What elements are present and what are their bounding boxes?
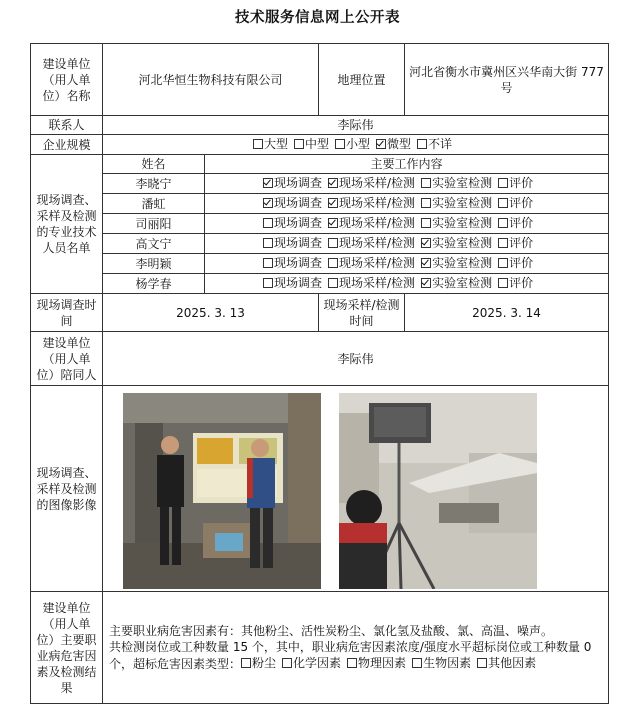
checkbox-icon [282, 658, 292, 668]
duty-option [498, 195, 533, 211]
survey-time-value: 2025. 3. 13 [103, 294, 319, 332]
option-label: 其他因素 [488, 656, 537, 670]
duty-option [498, 215, 533, 231]
hazard-type-option [241, 655, 276, 671]
checkbox-icon [412, 658, 422, 668]
site-survey-photo [123, 393, 321, 589]
results-label: 建设单位（用人单位）主要职业病危害因素及检测结果 [31, 592, 103, 704]
option-label: 现场采样/检测 [339, 176, 416, 190]
staff-duties [205, 174, 609, 194]
escort-label: 建设单位（用人单位）陪同人 [31, 332, 103, 386]
location-value: 河北省衡水市冀州区兴华南大街 777 号 [405, 44, 609, 116]
duty-option [328, 275, 415, 291]
staff-duties [205, 274, 609, 294]
checkbox-icon [294, 139, 304, 149]
option-label: 现场调查 [274, 276, 323, 290]
duty-header: 主要工作内容 [205, 155, 609, 174]
duty-option [421, 215, 492, 231]
option-label: 现场调查 [274, 256, 323, 270]
scale-label: 企业规模 [31, 135, 103, 155]
staff-name: 李明颖 [103, 254, 205, 274]
option-label: 现场调查 [274, 196, 323, 210]
option-label: 现场采样/检测 [339, 196, 416, 210]
duty-option [328, 215, 415, 231]
checked-box-icon [328, 198, 338, 208]
checkbox-icon [498, 278, 508, 288]
duty-option [498, 255, 533, 271]
checkbox-icon [421, 178, 431, 188]
name-header: 姓名 [103, 155, 205, 174]
checkbox-icon [498, 178, 508, 188]
staff-name: 杨学春 [103, 274, 205, 294]
staff-name: 潘虹 [103, 194, 205, 214]
duty-option [421, 195, 492, 211]
option-label: 大型 [263, 137, 288, 151]
option-label: 现场调查 [274, 236, 323, 250]
option-label: 粉尘 [252, 656, 277, 670]
checked-box-icon [263, 178, 273, 188]
checkbox-icon [417, 139, 427, 149]
results-cell [103, 592, 609, 704]
duty-option [421, 275, 492, 291]
contact-label: 联系人 [31, 116, 103, 135]
duty-option [421, 175, 492, 191]
duty-option [328, 235, 415, 251]
checked-box-icon [421, 258, 431, 268]
results-line1: 主要职业病危害因素有：其他粉尘、活性炭粉尘、氯化氢及盐酸、氯、高温、噪声。 [109, 624, 554, 638]
option-label: 评价 [509, 196, 534, 210]
sampling-time-value: 2025. 3. 14 [405, 294, 609, 332]
option-label: 实验室检测 [432, 196, 493, 210]
info-table [30, 43, 609, 704]
checkbox-icon [241, 658, 251, 668]
hazard-type-option [412, 655, 471, 671]
contact-value: 李际伟 [103, 116, 609, 135]
option-label: 小型 [346, 137, 371, 151]
checked-box-icon [328, 218, 338, 228]
scale-option [253, 136, 288, 152]
duty-option [421, 255, 492, 271]
staff-label: 现场调查、采样及检测的专业技术人员名单 [31, 155, 103, 294]
option-label: 评价 [509, 276, 534, 290]
duty-option [263, 275, 322, 291]
option-label: 现场采样/检测 [339, 276, 416, 290]
option-label: 实验室检测 [432, 236, 493, 250]
option-label: 物理因素 [358, 656, 407, 670]
checked-box-icon [328, 178, 338, 188]
staff-name: 高文宁 [103, 234, 205, 254]
hazard-type-option [347, 655, 406, 671]
survey-time-label: 现场调查时间 [31, 294, 103, 332]
option-label: 生物因素 [423, 656, 472, 670]
results-options [241, 657, 542, 671]
staff-name: 司丽阳 [103, 214, 205, 234]
page-title: 技术服务信息网上公开表 [235, 10, 400, 26]
option-label: 评价 [509, 256, 534, 270]
checkbox-icon [498, 258, 508, 268]
hazard-type-option [282, 655, 341, 671]
duty-option [263, 215, 322, 231]
duty-option [263, 175, 322, 191]
option-label: 现场调查 [274, 176, 323, 190]
checkbox-icon [263, 238, 273, 248]
option-label: 实验室检测 [432, 176, 493, 190]
staff-duties [205, 214, 609, 234]
duty-option [498, 275, 533, 291]
checked-box-icon [263, 198, 273, 208]
unit-name: 河北华恒生物科技有限公司 [103, 44, 319, 116]
scale-option [417, 136, 452, 152]
duty-option [421, 235, 492, 251]
sampling-time-label: 现场采样/检测时间 [319, 294, 405, 332]
checkbox-icon [253, 139, 263, 149]
checkbox-icon [421, 218, 431, 228]
checked-box-icon [421, 278, 431, 288]
option-label: 评价 [509, 236, 534, 250]
checkbox-icon [498, 218, 508, 228]
checkbox-icon [263, 278, 273, 288]
staff-duties [205, 234, 609, 254]
checkbox-icon [335, 139, 345, 149]
option-label: 实验室检测 [432, 256, 493, 270]
option-label: 现场采样/检测 [339, 216, 416, 230]
option-label: 实验室检测 [432, 276, 493, 290]
option-label: 中型 [304, 137, 329, 151]
option-label: 现场采样/检测 [339, 256, 416, 270]
scale-option [294, 136, 329, 152]
results-line2: 共检测岗位或工种数量 15 个，其中，职业病危害因素浓度/强度水平超标岗位或工种数量 0 个，超标危害因素类型： [109, 640, 592, 671]
checked-box-icon [421, 238, 431, 248]
duty-option [263, 235, 322, 251]
scale-option [376, 136, 411, 152]
option-label: 实验室检测 [432, 216, 493, 230]
duty-option [498, 235, 533, 251]
checkbox-icon [347, 658, 357, 668]
duty-option [328, 255, 415, 271]
images-label: 现场调查、采样及检测的图像影像 [31, 386, 103, 592]
option-label: 评价 [509, 216, 534, 230]
option-label: 现场采样/检测 [339, 236, 416, 250]
unit-label: 建设单位（用人单位）名称 [31, 44, 103, 116]
checkbox-icon [498, 238, 508, 248]
checkbox-icon [421, 198, 431, 208]
location-label: 地理位置 [319, 44, 405, 116]
scale-options [103, 135, 609, 155]
duty-option [263, 255, 322, 271]
checkbox-icon [477, 658, 487, 668]
checkbox-icon [328, 278, 338, 288]
checked-box-icon [376, 139, 386, 149]
duty-option [263, 195, 322, 211]
checkbox-icon [263, 258, 273, 268]
staff-duties [205, 254, 609, 274]
checkbox-icon [328, 258, 338, 268]
sampling-photo [339, 393, 537, 589]
duty-option [498, 175, 533, 191]
option-label: 微型 [387, 137, 412, 151]
duty-option [328, 175, 415, 191]
option-label: 评价 [509, 176, 534, 190]
checkbox-icon [498, 198, 508, 208]
option-label: 不详 [428, 137, 453, 151]
checkbox-icon [328, 238, 338, 248]
staff-name: 李晓宁 [103, 174, 205, 194]
escort-value: 李际伟 [103, 332, 609, 386]
checkbox-icon [263, 218, 273, 228]
scale-option [335, 136, 370, 152]
hazard-type-option [477, 655, 536, 671]
staff-duties [205, 194, 609, 214]
option-label: 化学因素 [293, 656, 342, 670]
duty-option [328, 195, 415, 211]
option-label: 现场调查 [274, 216, 323, 230]
